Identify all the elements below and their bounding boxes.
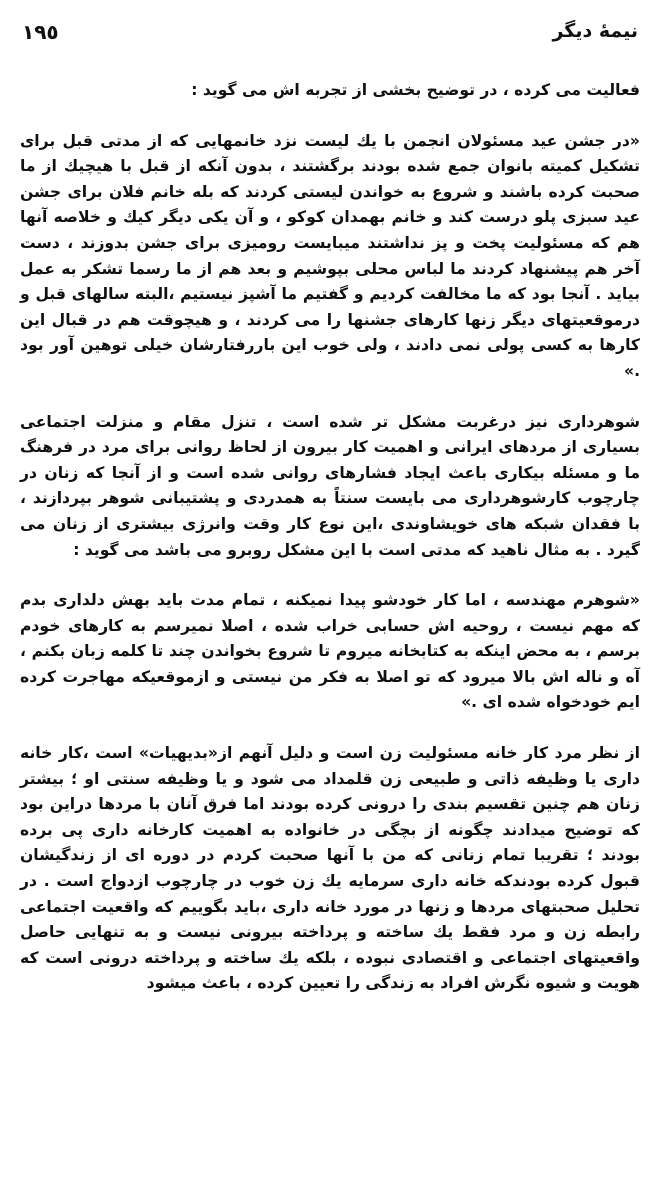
page-number: ١٩٥ [22,20,59,44]
page-header [22,20,638,50]
quote-paragraph-nahid: «شوهرم مهندسه ، اما كار خودشو پیدا نمیكنه ، تمام مدت باید بهش دلداری بدم كه مهم نیست ، روحیه اش حسابی خراب شده ، اصلا نمیرسم به كارهای خودم برسم ، به محض اینكه به كتابخانه میروم تا شروع بخواندن چند تا كلمه زبان بكنم ، آه و ناله اش بالا میرود كه تو اصلا به فكر من نیستی و ازموقعیكه مهاجرت كرده ایم خودخواه شده ای .» [20,591,640,712]
page-body [20,78,640,997]
running-title: نیمهٔ دیگر [552,20,638,42]
paragraph-housework: از نظر مرد كار خانه مسئولیت زن است و دلیل آنهم از«بدیهیات» است ،كار خانه داری یا وظیفه ذاتی و طبیعی زن قلمداد می شود و یا وظیفه سنتی او ؛ بیشتر زنان هم چنین تقسیم بندی را درونی كرده بودند اما فرق آنان با مردها دراین بود كه توضیح میدادند چگونه از بچگی در خانواده به اهمیت كارخانه داری پی برده بودند ؛ تقریبا تمام زنانی كه من با آنها صحبت كردم در دوره ای از زندگیشان قبول كرده بودندكه خانه داری سرمایه یك زن خوب در چارچوب ازدواج است . در تحلیل صحبتهای مردها و زنها در مورد خانه داری ،باید بگوییم كه واقعیت اجتماعی رابطه زن و مرد فقط یك ساخته و پرداخته بیرونی نیست و به تنهایی حاصل واقعیتهای اجتماعی و اقتصادی نبوده ، بلكه یك ساخته و پرداخته درونی است كه هویت و شیوه نگرش افراد به زندگی را تعیین كرده ، باعث میشود [20,744,640,993]
paragraph-husbandry: شوهرداری نیز درغربت مشكل تر شده است ، تنزل مقام و منزلت اجتماعی بسیاری از مردهای ایرانی و اهمیت كار بیرون از لحاظ روانی برای مرد در فرهنگ ما و مسئله بیكاری باعث ایجاد فشارهای روانی شده است و از آنجا كه زنان در چارچوب كارشوهرداری می بایست سنتاً به همدردی و پشتیبانی شوهر بپردازند ، با فقدان شبكه های خویشاوندی ،این نوع كار وقت وانرژی بیشتری از زنان می گیرد . به مثال ناهید كه مدتی است با این مشكل روبرو می باشد می گوید : [20,412,640,559]
paragraph-intro: فعالیت می کرده ، در توضیح بخشی از تجربه اش می گوید : [191,81,640,99]
quote-paragraph-celebration: «در جشن عید مسئولان انجمن با یك لیست نزد خانمهایی كه از مدتی قبل برای تشكیل كمیته بانوان جمع شده بودند برگشتند ، بدون آنكه از قبل با هیچیك از ما صحبت كرده باشند و شروع به خواندن لیستی كردند كه بله خانم فلان برای جشن عید سبزی پلو درست كند و خانم بهمدان كوكو ، و آن یكی دیگر كیك و خلاصه آنها هم كه مسئولیت پخت و پز نداشتند میبایست رومیزی برای جشن بدوزند ، دست آخر هم پیشنهاد كردند ما لباس محلی بپوشیم و بعد هم از ما رسما تشكر به عمل بیاید . آنجا بود كه ما مخالفت كردیم و گفتیم ما آشپز نیستیم ،البته سالهای قبل و درموقعیتهای دیگر زنها كارهای جشنها را می كردند ، و هیچوقت هم در قبال این كارها به كسی پولی نمی دادند ، ولی خوب این باررفتارشان خیلی توهین آور بود .» [20,131,640,380]
